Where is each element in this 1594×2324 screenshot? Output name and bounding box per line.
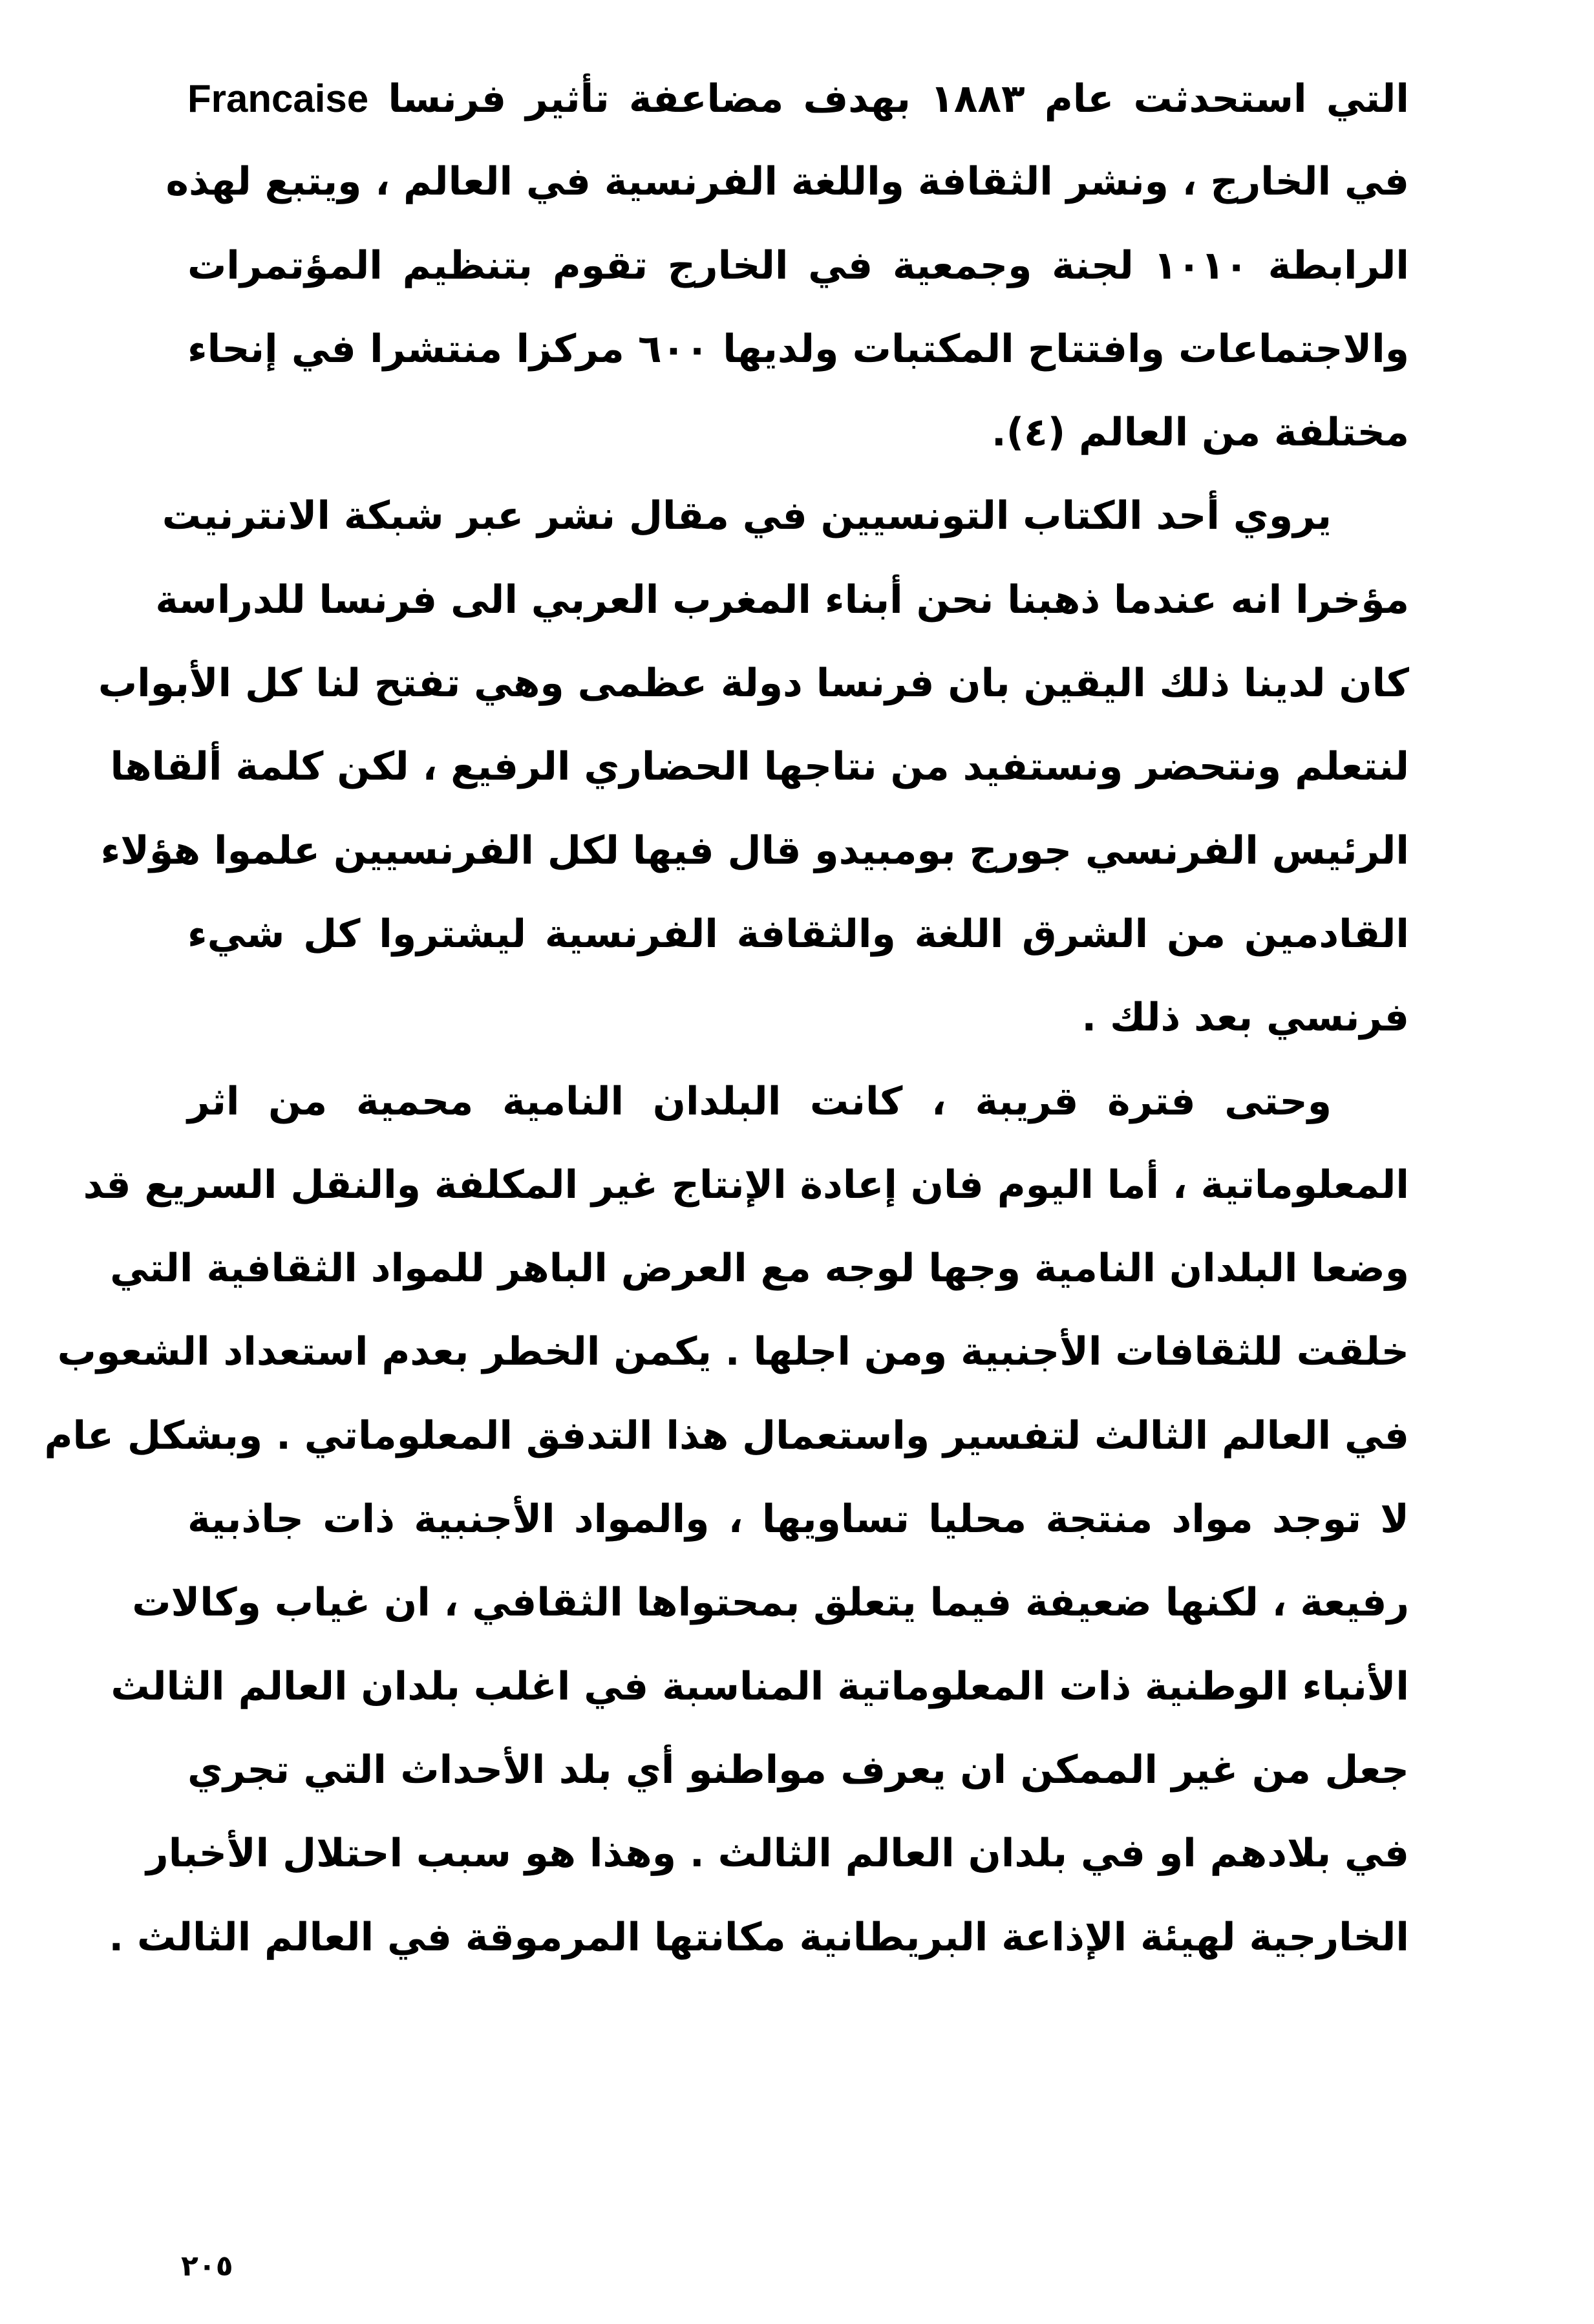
text-line-18: لا توجد مواد منتجة محليا تساويها ، والمواد الأجنبية ذات جاذبية (187, 1497, 1409, 1542)
text-line-8: كان لدينا ذلك اليقين بان فرنسا دولة عظمى وهي تفتح لنا كل الأبواب (98, 661, 1409, 707)
text-line-6: يروي أحد الكتاب التونسيين في مقال نشر عبر شبكة الانترنيت (162, 493, 1332, 539)
text-line-10: الرئيس الفرنسي جورج بومبيدو قال فيها لكل الفرنسيين علموا هؤلاء (100, 827, 1409, 873)
text-line-13: وحتى فترة قريبة ، كانت البلدان النامية محمية من اثر (187, 1078, 1332, 1124)
text-line-11: القادمين من الشرق اللغة والثقافة الفرنسية ليشتروا كل شيء (187, 911, 1409, 957)
text-line-15: وضعا البلدان النامية وجها لوجه مع العرض الباهر للمواد الثقافية التي (110, 1246, 1409, 1292)
text-line-2: في الخارج ، ونشر الثقافة واللغة الفرنسية في العالم ، ويتبع لهذه (165, 159, 1409, 205)
document-body (44, 57, 1410, 1979)
text-line-1 (187, 57, 1409, 140)
text-line-19: رفيعة ، لكنها ضعيفة فيما يتعلق بمحتواها الثقافي ، ان غياب وكالات (132, 1580, 1409, 1626)
text-line-20: الأنباء الوطنية ذات المعلوماتية المناسبة في اغلب بلدان العالم الثالث (111, 1663, 1409, 1709)
text-line-5: مختلفة من العالم (٤). (991, 410, 1409, 456)
text-line-4: والاجتماعات وافتتاح المكتبات ولديها ٦٠٠ مركزا منتشرا في إنحاء (187, 326, 1410, 372)
text-line-17: في العالم الثالث لتفسير واستعمال هذا التدفق المعلوماتي . وبشكل عام (44, 1413, 1409, 1458)
page-number: ٢٠٥ (181, 2250, 233, 2283)
text-line-3: الرابطة ١٠١٠ لجنة وجمعية في الخارج تقوم بتنظيم المؤتمرات (187, 242, 1409, 288)
text-line-9: لنتعلم ونتحضر ونستفيد من نتاجها الحضاري الرفيع ، لكن كلمة ألقاها (110, 744, 1409, 790)
text-line-14: المعلوماتية ، أما اليوم فان إعادة الإنتاج غير المكلفة والنقل السريع قد (83, 1162, 1409, 1208)
text-line-12: فرنسي بعد ذلك . (1081, 995, 1409, 1041)
text-line-7: مؤخرا انه عندما ذهبنا نحن أبناء المغرب العربي الى فرنسا للدراسة (155, 577, 1409, 623)
latin-word: Francaise (187, 77, 369, 120)
text-line-22: في بلادهم او في بلدان العالم الثالث . وهذا هو سبب احتلال الأخبار (146, 1831, 1409, 1877)
text-line-16: خلقت للثقافات الأجنبية ومن اجلها . يكمن الخطر بعدم استعداد الشعوب (57, 1329, 1409, 1375)
arabic-text: التي استحدثت عام ١٨٨٣ بهدف مضاعفة تأثير فرنسا (388, 76, 1409, 122)
text-line-23: الخارجية لهيئة الإذاعة البريطانية مكانتها المرموقة في العالم الثالث . (109, 1914, 1409, 1960)
text-line-21: جعل من غير الممكن ان يعرف مواطنو أي بلد الأحداث التي تجري (187, 1747, 1409, 1793)
